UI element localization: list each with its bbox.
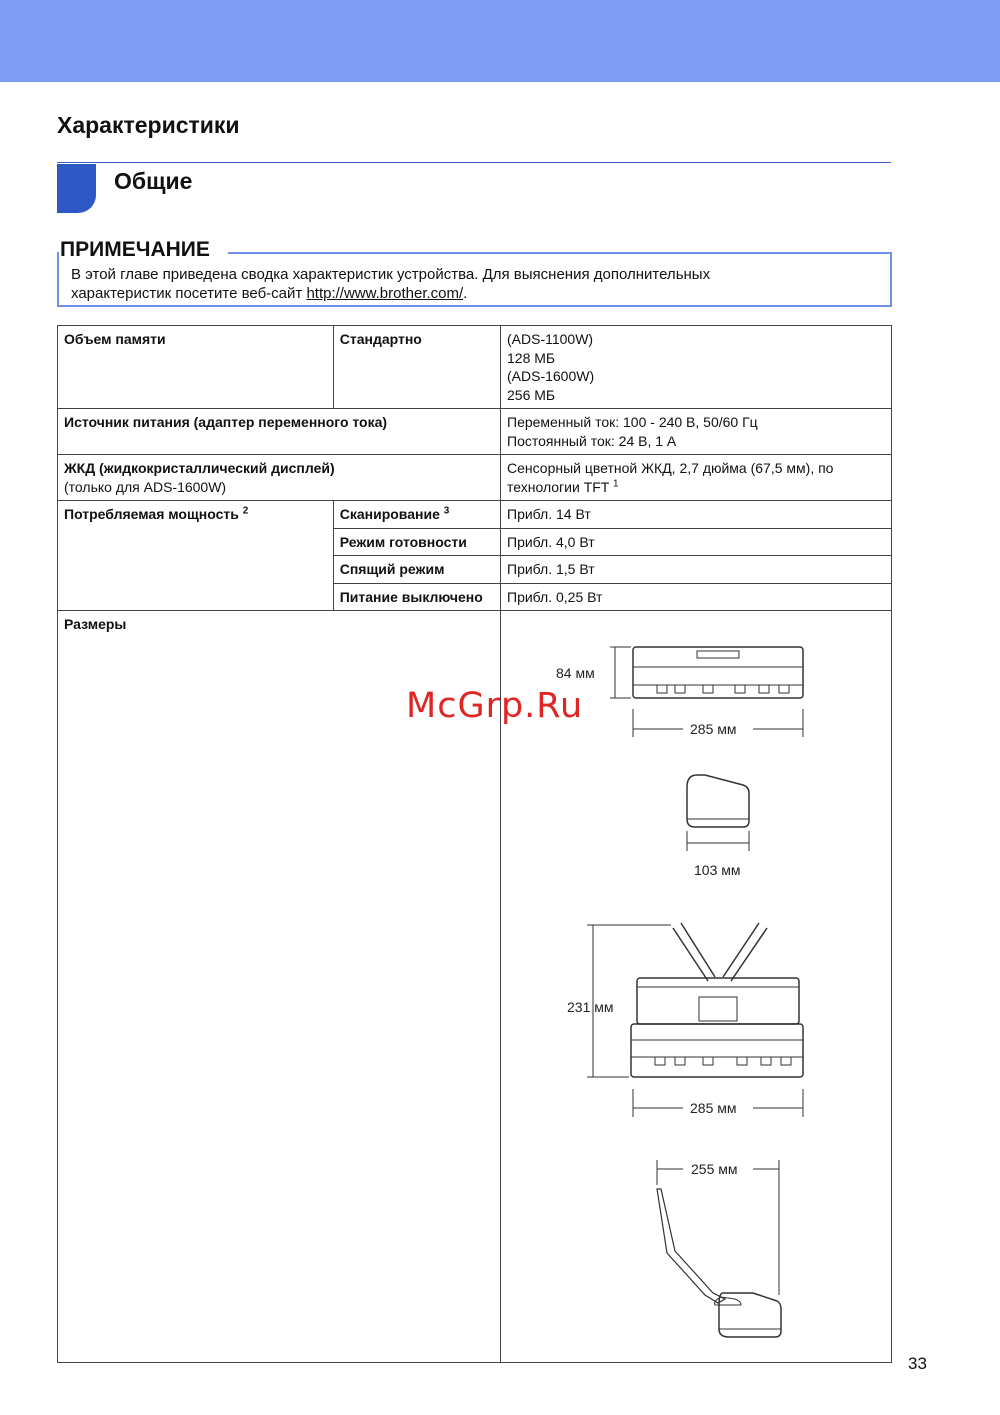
spec-table: [57, 325, 892, 1363]
mode-off: Питание выключено: [333, 583, 500, 611]
mode-value: Прибл. 0,25 Вт: [501, 583, 892, 611]
section-title: Общие: [114, 168, 193, 194]
power-source-label: Источник питания (адаптер переменного тока): [58, 409, 501, 455]
memory-model-1: (ADS-1100W): [507, 331, 594, 347]
front-closed-width-label: 285 мм: [690, 721, 737, 737]
mode-sleep: Спящий режим: [333, 556, 500, 584]
lcd-value-line-1: Сенсорный цветной ЖКД, 2,7 дюйма (67,5 мм), по: [507, 460, 834, 476]
watermark: McGrp.Ru: [406, 686, 584, 726]
memory-size-2: 256 МБ: [507, 386, 556, 403]
power-dc: Постоянный ток: 24 В, 1 А: [507, 432, 677, 449]
lcd-sublabel: (только для ADS-1600W): [64, 478, 227, 495]
memory-sublabel: Стандартно: [333, 326, 500, 409]
scanner-front-closed-drawing: [633, 647, 803, 698]
lcd-label: ЖКД (жидкокристаллический дисплей): [64, 460, 335, 476]
scanner-front-open-drawing: [631, 923, 803, 1077]
mode-scanning: [333, 501, 500, 529]
lcd-value-line-2: [507, 478, 885, 497]
note-heading: ПРИМЕЧАНИЕ: [60, 238, 218, 262]
table-row: [58, 409, 892, 455]
footnote-1: 1: [613, 477, 619, 489]
front-open-height-label: 231 мм: [567, 999, 614, 1015]
consumption-label-text: Потребляемая мощность: [64, 506, 239, 522]
consumption-label: [58, 501, 334, 611]
note-line-2-suffix: .: [463, 285, 468, 302]
note-box-top-border: [228, 252, 890, 254]
mode-value: Прибл. 4,0 Вт: [501, 528, 892, 556]
mode-value: Прибл. 14 Вт: [501, 501, 892, 529]
scanner-side-closed-drawing: [687, 775, 749, 827]
lcd-value: [501, 455, 892, 501]
scanner-side-open-drawing: [657, 1189, 781, 1337]
footnote-2: 2: [242, 505, 249, 517]
memory-value: [501, 326, 892, 409]
side-open-depth-label: 255 мм: [691, 1161, 738, 1177]
dimensions-label: Размеры: [58, 611, 501, 1363]
memory-size-1: 128 МБ: [507, 349, 556, 366]
table-row: [58, 326, 892, 409]
memory-label: Объем памяти: [58, 326, 334, 409]
table-row: [58, 501, 892, 529]
top-color-band: [0, 0, 1000, 82]
memory-model-2: (ADS-1600W): [507, 368, 595, 384]
section-tab-marker: [57, 164, 96, 213]
lcd-label-cell: [58, 455, 501, 501]
front-open-width-label: 285 мм: [690, 1100, 737, 1116]
note-line-1: В этой главе приведена сводка характеристик устройства. Для выяснения дополнительных: [71, 266, 711, 283]
note-line-2: [71, 284, 881, 303]
dimension-diagrams: [507, 615, 885, 1358]
note-line-2-prefix: характеристик посетите веб-сайт: [71, 285, 307, 302]
front-closed-height-label: 84 мм: [556, 665, 595, 681]
lcd-tft: технологии TFT: [507, 478, 610, 495]
side-closed-depth-label: 103 мм: [694, 862, 741, 878]
brother-website-link[interactable]: http://www.brother.com/: [306, 285, 464, 302]
table-row: [58, 455, 892, 501]
mode-ready: Режим готовности: [333, 528, 500, 556]
mode-label: Сканирование: [339, 506, 440, 522]
power-ac: Переменный ток: 100 - 240 В, 50/60 Гц: [507, 414, 758, 430]
page-number: 33: [908, 1354, 927, 1373]
note-text: [71, 265, 881, 303]
section-rule: [57, 162, 891, 163]
footnote-3: 3: [443, 505, 450, 517]
page-title: Характеристики: [57, 112, 240, 138]
power-source-value: [501, 409, 892, 455]
mode-value: Прибл. 1,5 Вт: [501, 556, 892, 584]
